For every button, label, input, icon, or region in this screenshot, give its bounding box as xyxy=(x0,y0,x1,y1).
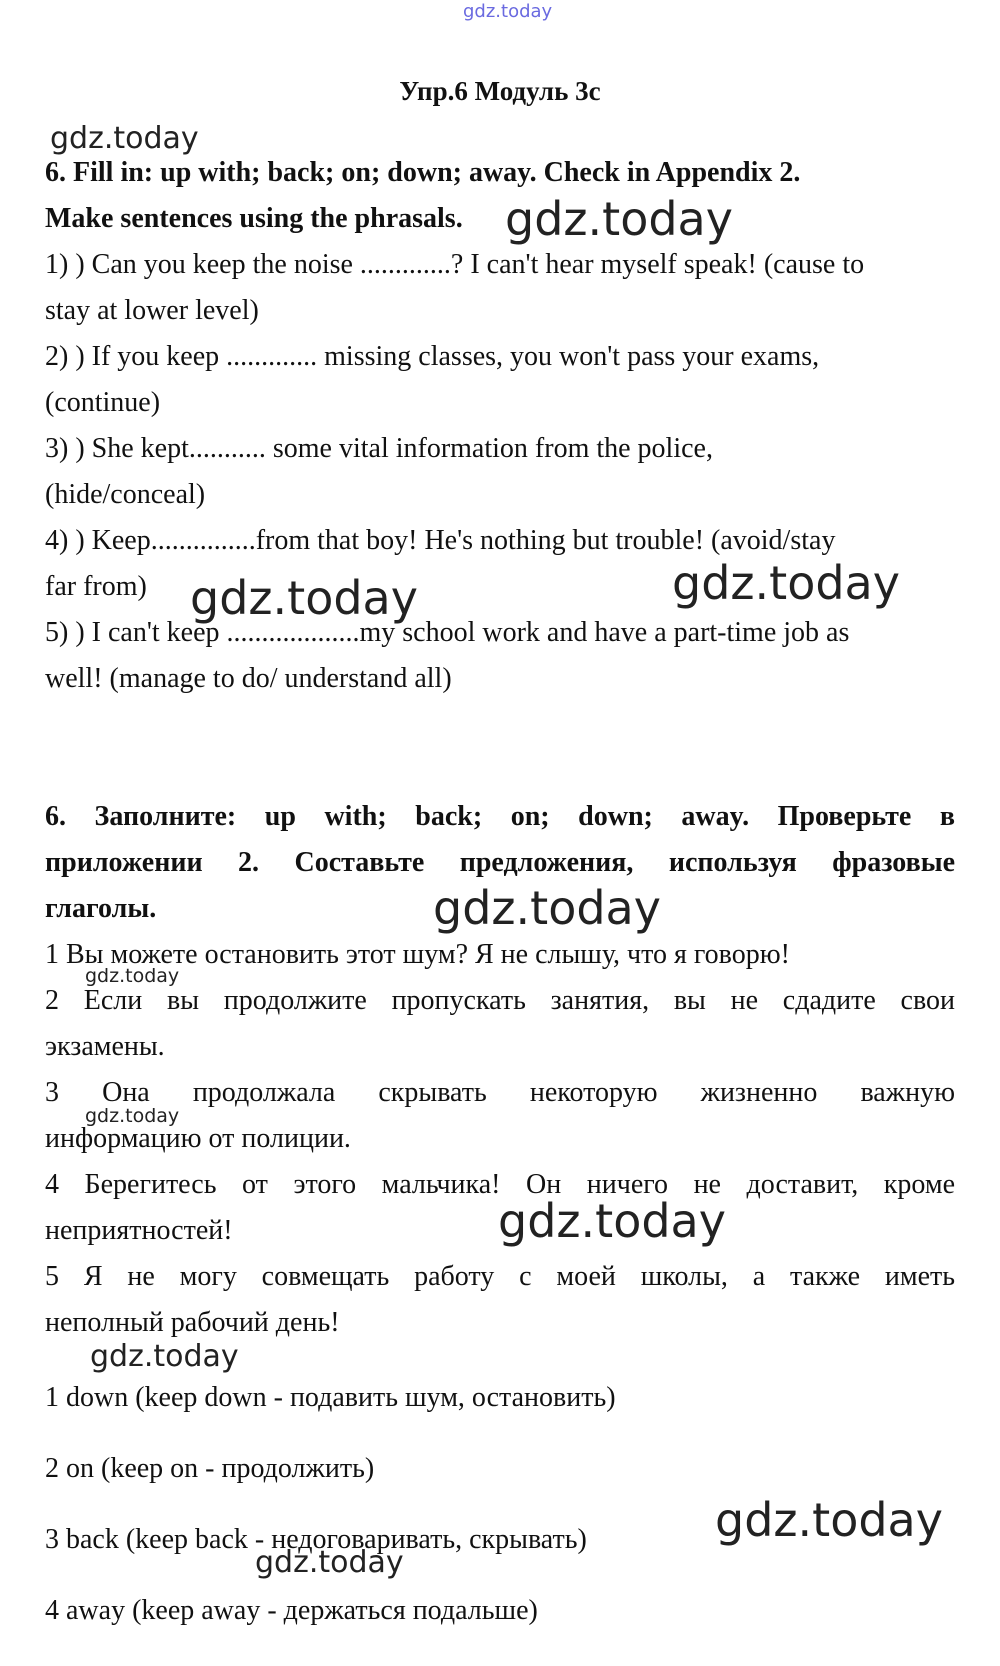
watermark: gdz.today xyxy=(255,1545,404,1580)
english-item-4-line2: far from) xyxy=(45,571,147,602)
english-item-3-line1: 3) ) She kept........... some vital information from the police, xyxy=(45,433,713,464)
russian-item-5-line1: 5 Я не могу совмещать работу с моей школы, а также иметь xyxy=(45,1261,955,1292)
english-item-1-line2: stay at lower level) xyxy=(45,295,259,326)
watermark: gdz.today xyxy=(505,192,733,246)
russian-item-4-line1: 4 Берегитесь от этого мальчика! Он ничего не доставит, кроме xyxy=(45,1169,955,1200)
instruction-ru-line3: глаголы. xyxy=(45,893,157,924)
answer-2: 2 on (keep on - продолжить) xyxy=(45,1453,375,1484)
russian-item-2-line2: экзамены. xyxy=(45,1031,165,1062)
russian-item-4-line2: неприятностей! xyxy=(45,1215,233,1246)
watermark-top: gdz.today xyxy=(463,1,553,22)
english-item-5-line1: 5) ) I can't keep ...................my school work and have a part-time job as xyxy=(45,617,850,648)
russian-item-1-line1: 1 Вы можете остановить этот шум? Я не слышу, что я говорю! xyxy=(45,939,790,970)
english-item-2-line1: 2) ) If you keep ............. missing classes, you won't pass your exams, xyxy=(45,341,820,372)
instruction-ru-line1: 6. Заполните: up with; back; on; down; away. Проверьте в xyxy=(45,801,955,832)
english-item-2-line2: (continue) xyxy=(45,387,161,418)
watermark: gdz.today xyxy=(715,1493,943,1547)
instruction-en-line2: Make sentences using the phrasals. xyxy=(45,203,463,234)
russian-item-2-line1: 2 Если вы продолжите пропускать занятия, вы не сдадите свои xyxy=(45,985,955,1016)
watermark: gdz.today xyxy=(90,1339,239,1374)
russian-item-3-line2: информацию от полиции. xyxy=(45,1123,351,1154)
watermark: gdz.today xyxy=(498,1194,726,1248)
answer-4: 4 away (keep away - держаться подальше) xyxy=(45,1595,538,1626)
english-item-1-line1: 1) ) Can you keep the noise .............? I can't hear myself speak! (cause to xyxy=(45,249,865,280)
watermark: gdz.today xyxy=(190,571,418,625)
watermark: gdz.today xyxy=(85,1105,180,1127)
watermark: gdz.today xyxy=(85,965,180,987)
page-title: Упр.6 Модуль 3c xyxy=(399,76,601,106)
instruction-en-line1: 6. Fill in: up with; back; on; down; away. Check in Appendix 2. xyxy=(45,157,801,188)
english-item-3-line2: (hide/conceal) xyxy=(45,479,206,510)
russian-item-3-line1: 3 Она продолжала скрывать некоторую жизненно важную xyxy=(45,1077,955,1108)
watermark: gdz.today xyxy=(433,881,661,935)
russian-item-5-line2: неполный рабочий день! xyxy=(45,1307,340,1338)
instruction-ru-line2: приложении 2. Составьте предложения, используя фразовые xyxy=(45,847,955,878)
answer-3: 3 back (keep back - недоговаривать, скрывать) xyxy=(45,1524,587,1555)
english-item-5-line2: well! (manage to do/ understand all) xyxy=(45,663,452,694)
english-item-4-line1: 4) ) Keep...............from that boy! He's nothing but trouble! (avoid/stay xyxy=(45,525,836,556)
watermark: gdz.today xyxy=(50,121,199,156)
answer-1: 1 down (keep down - подавить шум, остановить) xyxy=(45,1382,616,1413)
watermark: gdz.today xyxy=(672,556,900,610)
